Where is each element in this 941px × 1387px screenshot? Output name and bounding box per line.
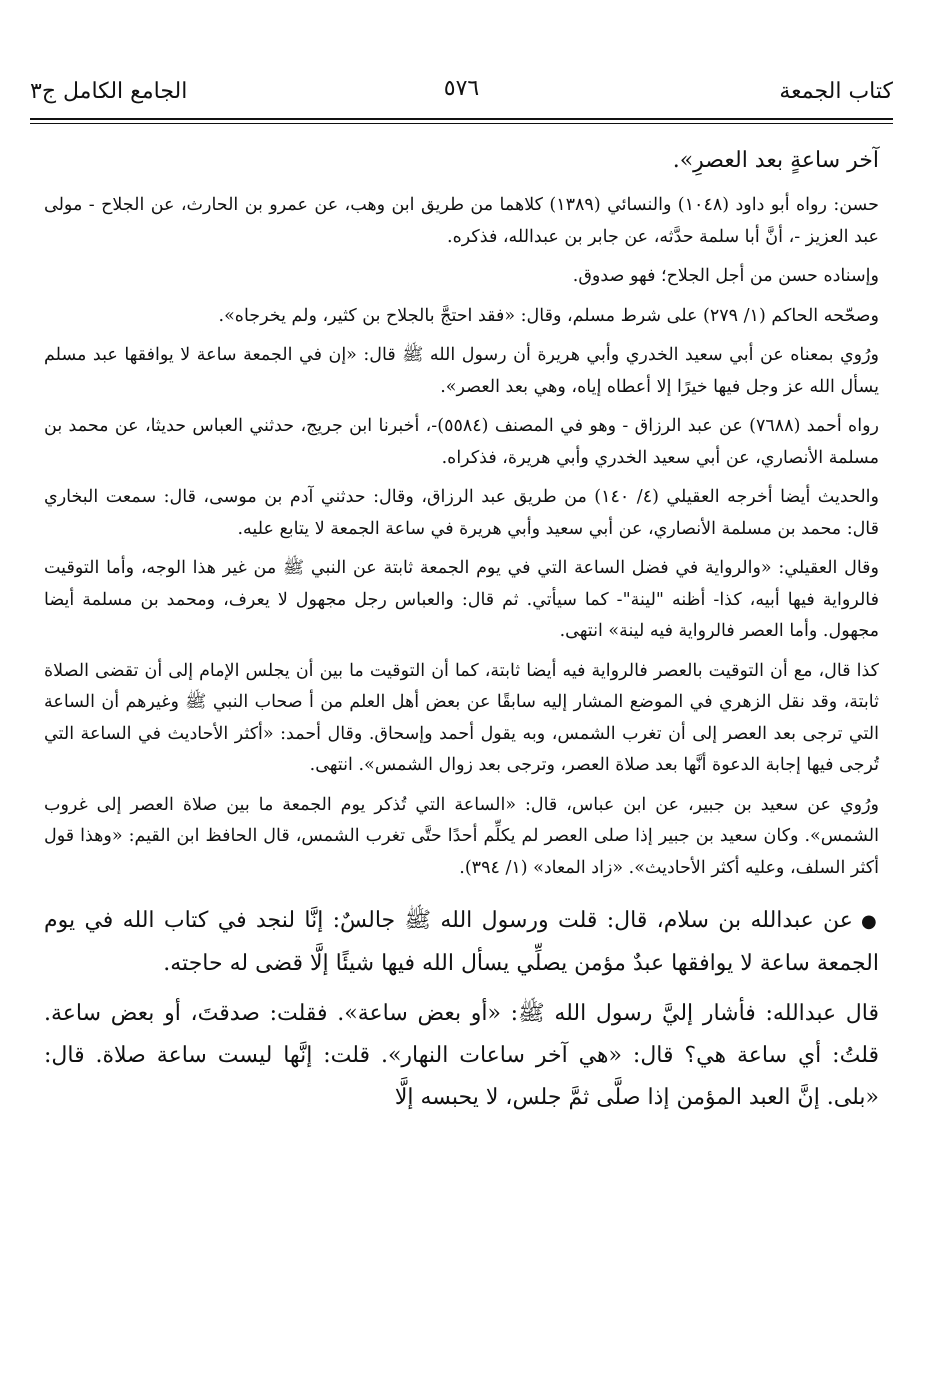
commentary-paragraph: والحديث أيضا أخرجه العقيلي (٤/ ١٤٠) من طريق عبد الرزاق، وقال: حدثني آدم بن موسى، قال: سمعت البخاري قال: محمد بن مسلمة الأنصاري، عن أبي سعيد وأبي هريرة في ساعة الجمعة لا يتابع عليه.	[44, 487, 879, 539]
commentary-paragraph: وإسناده حسن من أجل الجلاح؛ فهو صدوق.	[572, 266, 879, 286]
hadith-paragraph: قال عبدالله: فأشار إليَّ رسول الله ﷺ: «أو بعض ساعة». فقلت: صدقتَ، أو بعض ساعة. قلتُ: أي ساعة هي؟ قال: «هي آخر ساعات النهار». قلت: إنَّها ليست ساعة صلاة. قال: «بلى. إنَّ العبد المؤمن إذا صلَّى ثمَّ جلس، لا يحبسه إلَّا	[44, 1001, 879, 1110]
commentary-paragraph: كذا قال، مع أن التوقيت بالعصر فالرواية فيه أيضا ثابتة، كما أن التوقيت ما بين أن يجلس الإمام إلى أن تقضى الصلاة ثابتة، وقد نقل الزهري في الموضع المشار إليه سابقًا عن بعض أهل العلم من أ صحاب النبي ﷺ وغيرهم أن الساعة التي ترجى بعد العصر إلى أن تغرب الشمس، وبه يقول أحمد وإسحاق. وقال أحمد: «أكثر الأحاديث في الساعة التي تُرجى فيها إجابة الدعوة أنَّها بعد صلاة العصر، وترجى بعد زوال الشمس». انتهى.	[44, 660, 879, 775]
header-rule-thin	[30, 123, 893, 124]
commentary-paragraph: وقال العقيلي: «والرواية في فضل الساعة التي في يوم الجمعة ثابتة عن النبي ﷺ من غير هذا الوجه، وأما التوقيت فالرواية فيها أبيه، كذا- أظنه "لينة"- كما سيأتي. ثم قال: والعباس رجل مجهول لا يعرف، ومحمد بن مسلمة أيضا مجهول. وأما العصر فالرواية فيه لينة» انتهى.	[44, 558, 879, 641]
page-number: ٥٧٦	[443, 76, 480, 101]
hadith-text: عن عبدالله بن سلام، قال: قلت ورسول الله ﷺ جالسٌ: إنَّا لنجد في كتاب الله في يوم الجمعة ساعة لا يوافقها عبدٌ مؤمن يصلِّي يسأل الله فيها شيئًا إلَّا قضى له حاجته.	[44, 908, 879, 976]
page-body	[44, 140, 879, 1367]
commentary-paragraph: رواه أحمد (٧٦٨٨) عن عبد الرزاق - وهو في المصنف (٥٥٨٤)-، أخبرنا ابن جريج، حدثني العباس حديثا، عن محمد بن مسلمة الأنصاري، عن أبي سعيد الخدري وأبي هريرة، فذكراه.	[44, 416, 879, 468]
hadith-paragraph	[44, 900, 879, 985]
hadith-text-end: آخر ساعةٍ بعد العصرِ».	[672, 148, 879, 173]
commentary-paragraph: ورُوي عن سعيد بن جبير، عن ابن عباس، قال: «الساعة التي تُذكر يوم الجمعة ما بين صلاة العصر إلى غروب الشمس». وكان سعيد بن جبير إذا صلى العصر لم يكلِّم أحدًا حتَّى تغرب الشمس، قال الحافظ ابن القيم: «وهذا قول أكثر السلف، وعليه أكثر الأحاديث». «زاد المعاد» (١/ ٣٩٤).	[44, 794, 879, 878]
commentary-paragraph: وصحّحه الحاكم (١/ ٢٧٩) على شرط مسلم، وقال: «فقد احتجَّ بالجلاح بن كثير، ولم يخرجاه».	[218, 305, 879, 326]
chapter-title: كتاب الجمعة	[779, 78, 893, 104]
bullet-icon: ●	[860, 911, 879, 932]
page-header	[30, 72, 893, 110]
commentary-paragraph: حسن: رواه أبو داود (١٠٤٨) والنسائي (١٣٨٩) كلاهما من طريق ابن وهب، عن عمرو بن الحارث، عن الجلاح - مولى عبد العزيز -، أنَّ أبا سلمة حدَّثه، عن جابر بن عبدالله، فذكره.	[44, 195, 879, 247]
header-rule-thick	[30, 118, 893, 120]
book-title: الجامع الكامل ج٣	[30, 78, 188, 104]
commentary-paragraph: ورُوي بمعناه عن أبي سعيد الخدري وأبي هريرة أن رسول الله ﷺ قال: «إن في الجمعة ساعة لا يوافقها عبد مسلم يسأل الله عز وجل فيها خيرًا إلا أعطاه إياه، وهي بعد العصر».	[44, 345, 879, 397]
